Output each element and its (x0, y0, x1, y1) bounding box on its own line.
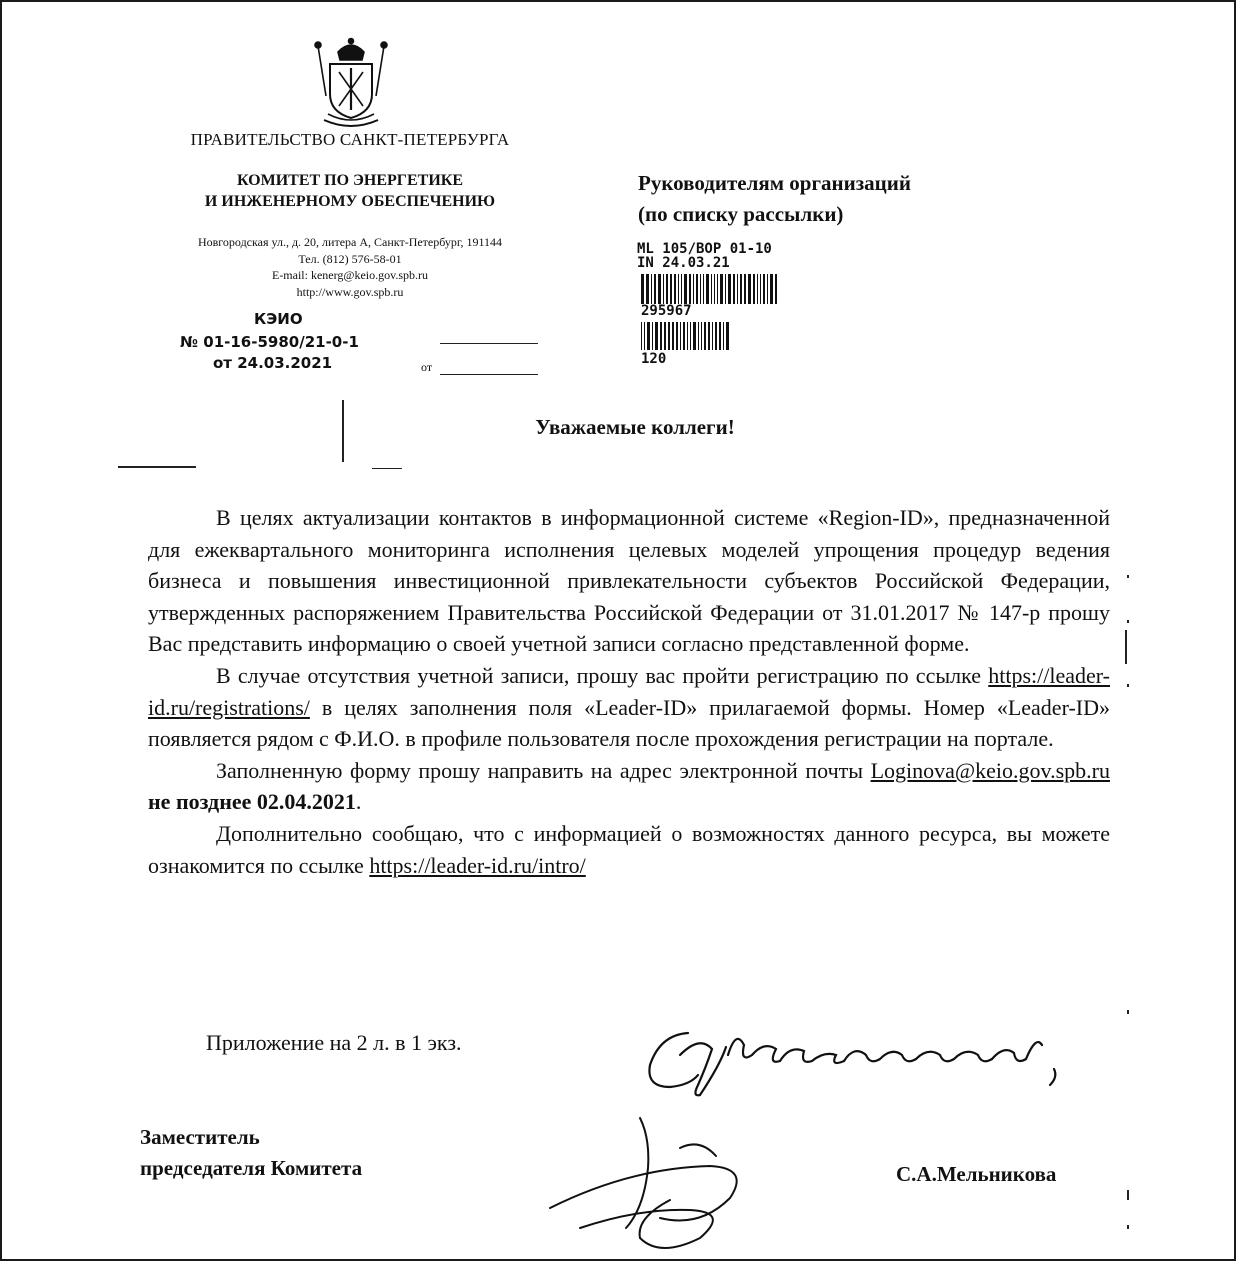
barcode-bar (723, 322, 724, 350)
coat-of-arms-emblem (312, 36, 390, 132)
letter-greeting: Уважаемые коллеги! (535, 415, 735, 439)
paragraph-2 (148, 660, 1110, 755)
reference-date-line (440, 374, 538, 375)
address-street: Новгородская ул., д. 20, литера А, Санкт-Петербург, 191144 (197, 235, 503, 249)
barcode-bar (704, 322, 706, 350)
barcode-bar (708, 322, 710, 350)
scan-speck (1127, 1190, 1129, 1200)
barcode-bar (701, 322, 702, 350)
barcode-bar (689, 274, 691, 304)
barcode-bar (651, 274, 652, 304)
barcode-bar (664, 322, 666, 350)
barcode-bar (683, 322, 685, 350)
address-email: E-mail: kenerg@keio.gov.spb.ru (271, 268, 429, 282)
paragraph-4 (148, 818, 1110, 881)
barcode-bar (690, 322, 691, 350)
barcode-bar (641, 274, 644, 304)
registration-date: от 24.03.2021 (213, 354, 333, 372)
barcode-bar (740, 274, 742, 304)
committee-address-block (150, 234, 550, 300)
barcode-bar (775, 274, 777, 304)
barcode-bar (763, 274, 765, 304)
government-title: ПРАВИТЕЛЬСТВО САНКТ-ПЕТЕРБУРГА (190, 130, 510, 149)
address-phone: Тел. (812) 576-58-01 (298, 251, 402, 266)
barcode-bar (767, 274, 768, 304)
paragraph-2-text: В случае отсутствия учетной записи, прошу вас пройти регистрацию по ссылке (216, 662, 989, 688)
recipient-line2: (по списку рассылки) (638, 202, 844, 226)
corner-mark (372, 468, 402, 469)
barcode-line2: IN 24.03.21 (637, 255, 730, 271)
appendix-note: Приложение на 2 л. в 1 экз. (206, 1030, 462, 1055)
scan-speck (1127, 1010, 1129, 1014)
barcode-secondary (641, 322, 731, 350)
barcode-bar (706, 274, 709, 304)
barcode-line1: ML 105/BOP 01-10 (637, 241, 772, 257)
barcode-bar (672, 322, 674, 350)
barcode-bar (726, 322, 729, 350)
corner-mark (118, 466, 196, 468)
scan-speck (1127, 684, 1129, 687)
barcode-bar (647, 322, 650, 350)
barcode-bar (728, 274, 731, 304)
barcode-bar (753, 274, 755, 304)
committee-name-line2: И ИНЖЕНЕРНОМУ ОБЕСПЕЧЕНИЮ (204, 193, 496, 210)
intro-link[interactable]: https://leader-id.ru/intro/ (369, 852, 586, 878)
barcode-bar (693, 274, 694, 304)
barcode-bar (646, 274, 649, 304)
barcode-bar (737, 274, 738, 304)
scan-speck (1127, 575, 1129, 578)
barcode-primary (641, 274, 779, 304)
recipient-block (638, 168, 911, 230)
barcode-bar (711, 274, 712, 304)
signer-name: С.А.Мельникова (896, 1162, 1057, 1186)
committee-name-line1: КОМИТЕТ ПО ЭНЕРГЕТИКЕ (236, 172, 464, 189)
scan-speck (1127, 620, 1129, 623)
barcode-bar (641, 322, 642, 350)
barcode-bar (670, 274, 672, 304)
barcode-bar (700, 274, 701, 304)
barcode-bar (715, 322, 717, 350)
barcode-bar (703, 274, 704, 304)
barcode-bar (720, 274, 723, 304)
barcode-bar (712, 322, 713, 350)
barcode-bar (744, 274, 746, 304)
email-link[interactable]: Loginova@keio.gov.spb.ru (870, 757, 1110, 783)
paragraph-3-end: . (355, 789, 362, 815)
barcode-bar (666, 274, 668, 304)
barcode-bar (687, 322, 688, 350)
registration-link[interactable]: https://leader-id.ru/registrations/ (148, 662, 1110, 720)
barcode-bar (654, 274, 656, 304)
handwritten-regards-image (640, 1015, 1070, 1100)
barcode-bar (655, 322, 658, 350)
signer-position (140, 1122, 362, 1184)
barcode-bar (733, 274, 735, 304)
barcode-bar (684, 274, 687, 304)
barcode-bar (660, 322, 662, 350)
barcode-bar (719, 322, 721, 350)
letter-body (148, 502, 1110, 881)
paragraph-3 (148, 755, 1110, 818)
address-website: http://www.gov.spb.ru (296, 284, 404, 299)
position-line1: Заместитель (140, 1125, 260, 1149)
paragraph-3-text: Заполненную форму прошу направить на адрес электронной почты (216, 757, 871, 783)
barcode-bar (681, 274, 682, 304)
signature-image (540, 1108, 780, 1258)
barcode-bar (663, 274, 664, 304)
barcode-bar (644, 322, 645, 350)
barcode-bar (757, 274, 758, 304)
barcode-bar (748, 274, 751, 304)
barcode-bar (658, 274, 661, 304)
deadline-text: не позднее 02.04.2021 (148, 789, 356, 815)
paragraph-2-text-end: в целях заполнения поля «Leader-ID» прилагаемой формы. Номер «Leader-ID» появляется рядом с Ф.И.О. в профиле пользователя после прохождения регистрации на портале. (148, 694, 1110, 752)
barcode-count: 120 (641, 351, 667, 367)
position-line2: председателя Комитета (140, 1156, 363, 1180)
barcode-bar (693, 322, 696, 350)
barcode-bar (668, 322, 670, 350)
registration-number: № 01-16-5980/21-0-1 (180, 333, 359, 351)
barcode-bar (698, 322, 699, 350)
reference-date-label: от (421, 360, 433, 374)
committee-name (150, 170, 550, 212)
barcode-bar (714, 274, 715, 304)
reference-number-line (440, 343, 538, 344)
paragraph-1: В целях актуализации контактов в информационной системе «Region-ID», предназначенной для ежеквартального мониторинга исполнения целевых моделей упрощения процедур ведения бизнеса и повышения инвестиционной привлекательности субъектов Российской Федерации, утвержденных распоряжением Правительства Российской Федерации от 31.01.2017 № 147-р прошу Вас представить информацию о своей учетной записи согласно представленной форме. (148, 505, 1110, 657)
recipient-line1: Руководителям организаций (638, 171, 911, 195)
barcode-bar (770, 274, 773, 304)
barcode-code: 295967 (641, 303, 692, 319)
barcode-bar (760, 274, 761, 304)
barcode-bar (652, 322, 653, 350)
barcode-bar (678, 274, 679, 304)
paragraph-4-text: Дополнительно сообщаю, что с информацией о возможностях данного ресурса, вы можете ознакомится по ссылке (148, 820, 1110, 878)
barcode-bar (680, 322, 681, 350)
barcode-bar (674, 274, 676, 304)
scan-speck (1125, 630, 1127, 664)
barcode-bar (676, 322, 678, 350)
barcode-bar (717, 274, 718, 304)
barcode-bar (696, 274, 698, 304)
barcode-bar (725, 274, 726, 304)
scan-speck (1127, 1225, 1129, 1229)
registration-org-stamp: КЭИО (254, 310, 303, 328)
